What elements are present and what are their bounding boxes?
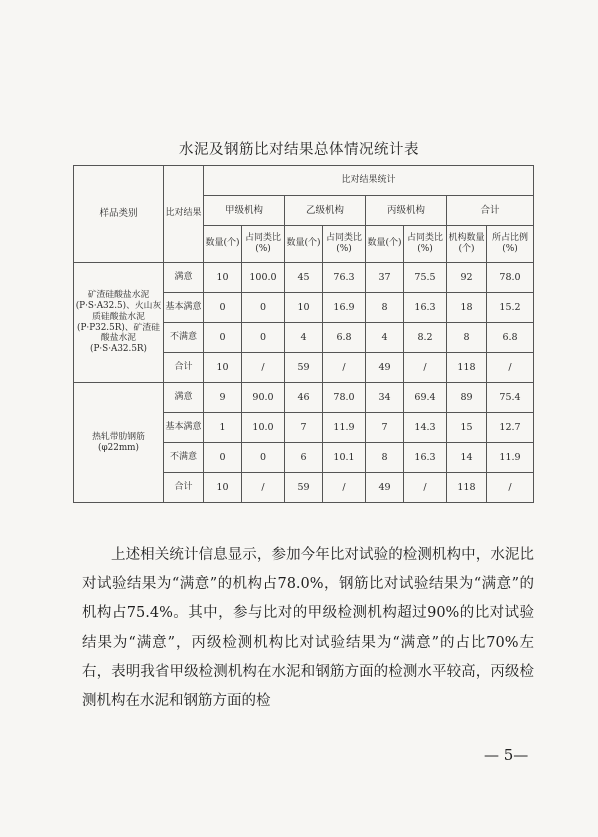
table-cell: 16.9 (323, 293, 366, 323)
page-number: — 5— (484, 746, 529, 764)
subheader-cell: 数量(个) (366, 226, 404, 263)
result-cell: 满意 (164, 383, 204, 413)
table-cell: 18 (447, 293, 487, 323)
table-row (74, 383, 534, 413)
table-cell: 4 (285, 323, 323, 353)
result-cell: 合计 (164, 473, 204, 503)
result-cell: 满意 (164, 263, 204, 293)
table-cell: 15.2 (487, 293, 534, 323)
table-cell: 8.2 (404, 323, 447, 353)
table-cell: 89 (447, 383, 487, 413)
table-cell: / (242, 353, 285, 383)
result-cell: 不满意 (164, 323, 204, 353)
table-cell: 118 (447, 353, 487, 383)
table-cell: 75.5 (404, 263, 447, 293)
table-cell: / (242, 473, 285, 503)
table-cell: 7 (285, 413, 323, 443)
table-cell: 10.0 (242, 413, 285, 443)
header-stats: 比对结果统计 (204, 166, 534, 196)
table-title: 水泥及钢筋比对结果总体情况统计表 (179, 142, 419, 158)
table-cell: 0 (204, 443, 242, 473)
subheader-cell: 占同类比(%) (323, 226, 366, 263)
result-cell: 合计 (164, 353, 204, 383)
table-cell: 59 (285, 473, 323, 503)
table-cell: 37 (366, 263, 404, 293)
table-cell: 1 (204, 413, 242, 443)
table-cell: 14.3 (404, 413, 447, 443)
table-cell: / (487, 353, 534, 383)
table-cell: 45 (285, 263, 323, 293)
table-cell: 16.3 (404, 443, 447, 473)
table-cell: 90.0 (242, 383, 285, 413)
subheader-cell: 占同类比(%) (404, 226, 447, 263)
table-cell: 12.7 (487, 413, 534, 443)
table-cell: 9 (204, 383, 242, 413)
table-cell: 49 (366, 353, 404, 383)
table-cell: 10 (204, 263, 242, 293)
table-cell: 10 (285, 293, 323, 323)
statistics-table (73, 165, 534, 503)
table-cell: 10 (204, 353, 242, 383)
table-cell: 10.1 (323, 443, 366, 473)
table-cell: 8 (366, 443, 404, 473)
table-cell: 16.3 (404, 293, 447, 323)
table-cell: 0 (204, 293, 242, 323)
body-paragraph (82, 541, 534, 716)
table-cell: 6.8 (487, 323, 534, 353)
table-cell: 6 (285, 443, 323, 473)
table-cell: 100.0 (242, 263, 285, 293)
table-cell: 76.3 (323, 263, 366, 293)
result-cell: 基本满意 (164, 293, 204, 323)
header-group-c: 丙级机构 (366, 196, 447, 226)
table-cell: 11.9 (323, 413, 366, 443)
table-cell: / (323, 353, 366, 383)
subheader-cell: 占同类比(%) (242, 226, 285, 263)
table-cell: 92 (447, 263, 487, 293)
paragraph-text: 上述相关统计信息显示，参加今年比对试验的检测机构中，水泥比对试验结果为“满意”的机构占78.0%，钢筋比对试验结果为“满意”的机构占75.4%。其中，参与比对的甲级检测机构超过90%的比对试验结果为“满意”，丙级检测机构比对试验结果为“满意”的占比70%左右，表明我省甲级检测机构在水泥和钢筋方面的检测水平较高，丙级检测机构在水泥和钢筋方面的检 (82, 547, 534, 710)
table-cell: 0 (242, 443, 285, 473)
table-cell: 11.9 (487, 443, 534, 473)
table-cell: 10 (204, 473, 242, 503)
table-cell: 59 (285, 353, 323, 383)
header-group-total: 合计 (447, 196, 534, 226)
header-result: 比对结果 (164, 166, 204, 263)
result-cell: 基本满意 (164, 413, 204, 443)
header-group-b: 乙级机构 (285, 196, 366, 226)
subheader-cell: 所占比例(%) (487, 226, 534, 263)
table-cell: 0 (204, 323, 242, 353)
table-cell: / (487, 473, 534, 503)
subheader-cell: 数量(个) (285, 226, 323, 263)
table-cell: 49 (366, 473, 404, 503)
header-group-a: 甲级机构 (204, 196, 285, 226)
table-cell: 14 (447, 443, 487, 473)
table-cell: / (323, 473, 366, 503)
cement-sample-label: 矿渣硅酸盐水泥(P·S·A32.5)、火山灰质硅酸盐水泥(P·P32.5R)、矿渣硅酸盐水泥(P·S·A32.5R) (74, 263, 164, 383)
table-cell: 15 (447, 413, 487, 443)
table-cell: 7 (366, 413, 404, 443)
subheader-cell: 数量(个) (204, 226, 242, 263)
table-cell: 46 (285, 383, 323, 413)
table-cell: 8 (447, 323, 487, 353)
table-cell: 78.0 (323, 383, 366, 413)
table-cell: / (404, 473, 447, 503)
table-cell: 6.8 (323, 323, 366, 353)
table-cell: 118 (447, 473, 487, 503)
table-row (74, 263, 534, 293)
table-cell: 0 (242, 323, 285, 353)
result-cell: 不满意 (164, 443, 204, 473)
table-cell: 0 (242, 293, 285, 323)
table-cell: 34 (366, 383, 404, 413)
table-cell: 69.4 (404, 383, 447, 413)
table-cell: 8 (366, 293, 404, 323)
rebar-sample-label: 热轧带肋钢筋(φ22mm) (74, 383, 164, 503)
table-cell: / (404, 353, 447, 383)
table-cell: 78.0 (487, 263, 534, 293)
table-cell: 4 (366, 323, 404, 353)
table-cell: 75.4 (487, 383, 534, 413)
subheader-cell: 机构数量(个) (447, 226, 487, 263)
header-sample-type: 样品类别 (74, 166, 164, 263)
